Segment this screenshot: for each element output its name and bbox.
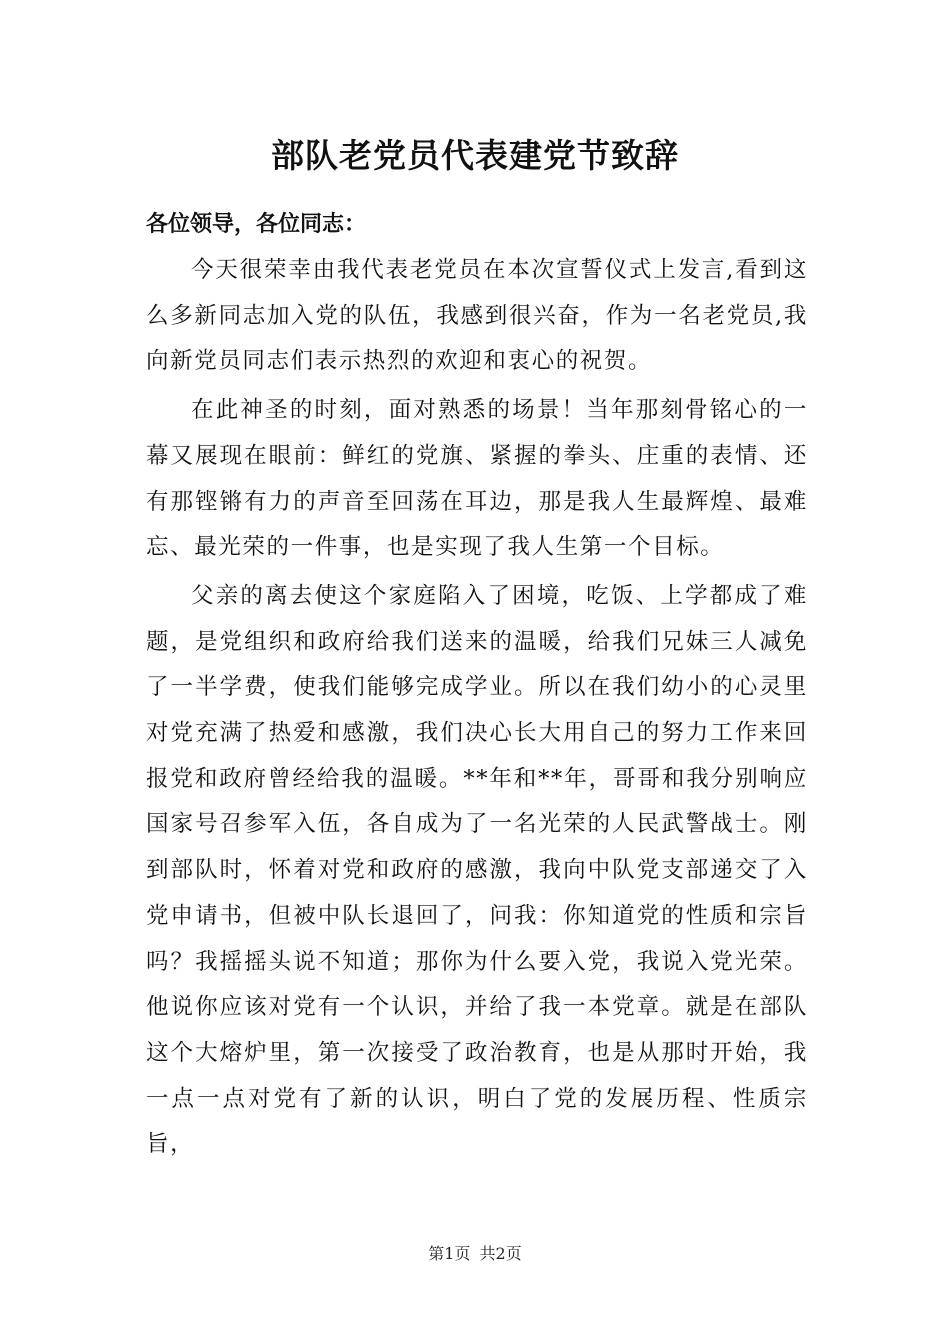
page-footer — [0, 1242, 950, 1266]
page-total: 共2页 — [479, 1244, 522, 1263]
paragraph: 今天很荣幸由我代表老党员在本次宣誓仪式上发言,看到这么多新同志加入党的队伍，我感到很兴奋，作为一名老党员,我向新党员同志们表示热烈的欢迎和衷心的祝贺。 — [146, 257, 808, 375]
page-number: 第1页 — [428, 1244, 471, 1263]
salutation: 各位领导，各位同志： — [146, 211, 367, 237]
document-body — [146, 248, 808, 1171]
paragraph: 父亲的离去使这个家庭陷入了困境，吃饭、上学都成了难题，是党组织和政府给我们送来的温暖，给我们兄妹三人减免了一半学费，使我们能够完成学业。所以在我们幼小的心灵里对党充满了热爱和感激，我们决心长大用自己的努力工作来回报党和政府曾经给我的温暖。**年和**年，哥哥和我分别响应国家号召参军入伍，各自成为了一名光荣的人民武警战士。刚到部队时，怀着对党和政府的感激，我向中队党支部递交了入党申请书，但被中队长退回了，问我：你知道党的性质和宗旨吗？我摇摇头说不知道；那你为什么要入党，我说入党光荣。他说你应该对党有一个认识，并给了我一本党章。就是在部队这个大熔炉里，第一次接受了政治教育，也是从那时开始，我一点一点对党有了新的认识，明白了党的发展历程、性质宗旨， — [146, 582, 808, 1158]
document-title: 部队老党员代表建党节致辞 — [271, 136, 679, 175]
paragraph: 在此神圣的时刻，面对熟悉的场景！当年那刻骨铭心的一幕又展现在眼前：鲜红的党旗、紧握的拳头、庄重的表情、还有那铿锵有力的声音至回荡在耳边，那是我人生最辉煌、最难忘、最光荣的一件事，也是实现了我人生第一个目标。 — [146, 397, 808, 561]
